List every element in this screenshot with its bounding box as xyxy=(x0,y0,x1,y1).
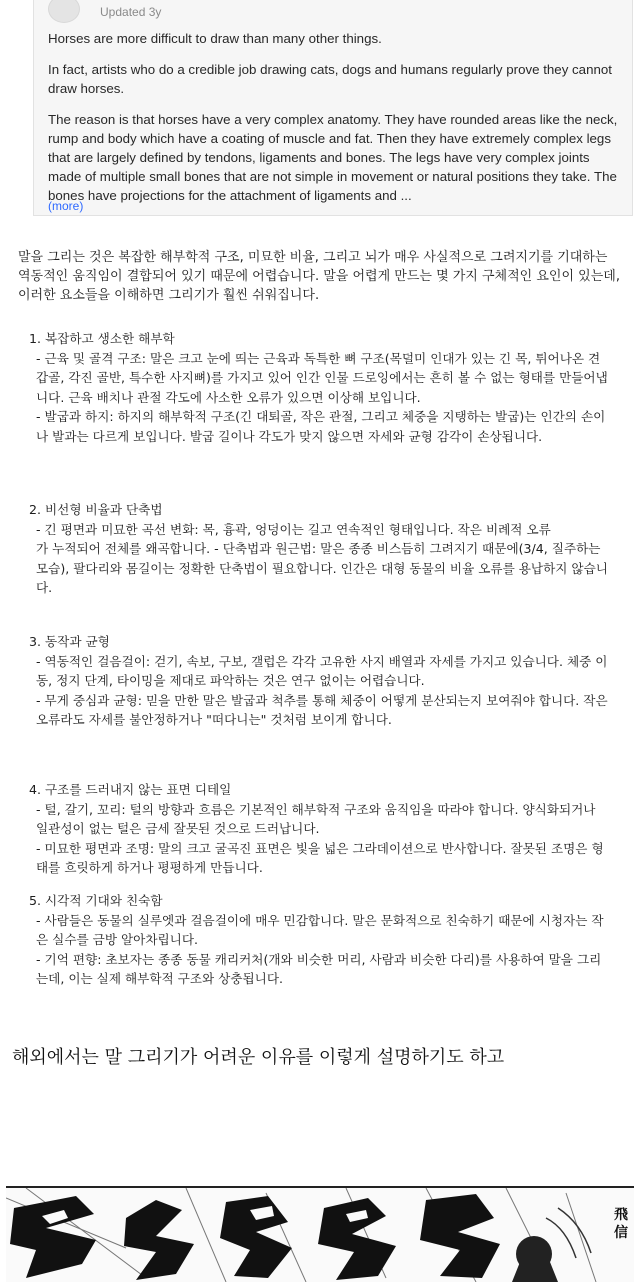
manga-panel-image xyxy=(6,1186,634,1282)
section-line: 가 누적되어 전체를 왜곡합니다. - 단축법과 원근법: 말은 종종 비스듬히 그려지기 때문에(3/4, 질주하는 모습), 팔다리와 몸길이는 정확한 단축법이 필요합니다. 인간은 대형 동물의 비율 오류를 용납하지 않습니다. xyxy=(36,541,608,595)
section-line: - 기억 편향: 초보자는 종종 동물 캐리커처(개와 비슷한 머리, 사람과 비슷한 다리)를 사용하여 말을 그리는데, 이는 실제 해부학적 구조와 상충됩니다. xyxy=(36,951,602,986)
intro-text xyxy=(18,248,624,305)
answer-body xyxy=(48,29,623,205)
section-line: - 털, 갈기, 꼬리: 털의 방향과 흐름은 기본적인 해부학적 구조와 움직임을 따라야 합니다. 양식화되거나 일관성이 없는 털은 금세 잘못된 것으로 드러납니다. xyxy=(36,801,596,836)
section-line: - 사람들은 동물의 실루엣과 걸음걸이에 매우 민감합니다. 말은 문화적으로 친숙하기 때문에 시청자는 작은 실수를 금방 알아차립니다. xyxy=(36,912,604,947)
answer-paragraph: Horses are more difficult to draw than many other things. xyxy=(48,31,382,46)
more-link[interactable]: (more) xyxy=(48,199,84,213)
updated-timestamp: Updated 3y xyxy=(100,5,162,19)
avatar[interactable] xyxy=(48,0,80,23)
section-line: - 역동적인 걸음걸이: 걷기, 속보, 구보, 갤럽은 각각 고유한 사지 배열과 자세를 가지고 있습니다. 체중 이동, 정지 단계, 타이밍을 제대로 파악하는 것은 연구 없이는 어렵습니다. xyxy=(36,653,608,688)
section-3 xyxy=(29,632,609,730)
section-1 xyxy=(29,329,609,446)
caption-text: 해외에서는 말 그리기가 어려운 이유를 이렇게 설명하기도 하고 xyxy=(12,1047,505,1068)
section-heading: 1. 복잡하고 생소한 해부학 xyxy=(29,331,175,346)
section-heading: 2. 비선형 비율과 단축법 xyxy=(29,502,163,517)
section-heading: 4. 구조를 드러내지 않는 표면 디테일 xyxy=(29,782,232,797)
answer-paragraph: The reason is that horses have a very complex anatomy. They have rounded areas like the neck, rump and body which have a coating of muscle and fat. Then they have extremely complex legs that are largely defined by tendons, ligaments and bones. The legs have very complex joints made of multiple small bones that are not simple in movement or natural positions they take. The bones have projections for the attachment of ligaments and ... xyxy=(48,112,618,203)
section-4 xyxy=(29,780,609,878)
intro-paragraph: 말을 그리는 것은 복잡한 해부학적 구조, 미묘한 비율, 그리고 뇌가 매우 사실적으로 그려지기를 기대하는 역동적인 움직임이 결합되어 있기 때문에 어렵습니다. 말을 어렵게 만드는 몇 가지 구체적인 요인이 있는데, 이러한 요소들을 이해하면 그리기가 훨씬 쉬워집니다. xyxy=(18,250,620,303)
answer-card xyxy=(33,0,633,216)
section-line: - 미묘한 평면과 조명: 말의 크고 굴곡진 표면은 빛을 넓은 그라데이션으로 반사합니다. 잘못된 조명은 형태를 흐릿하게 하거나 평평하게 만듭니다. xyxy=(36,840,604,875)
section-line: - 긴 평면과 미묘한 곡선 변화: 목, 흉곽, 엉덩이는 길고 연속적인 형태입니다. 작은 비례적 오류 xyxy=(36,521,551,537)
section-line: - 근육 및 골격 구조: 말은 크고 눈에 띄는 근육과 독특한 뼈 구조(목덜미 인대가 있는 긴 목, 튀어나온 견갑골, 각진 골반, 특수한 사지뼈)를 가지고 있어 인간 인물 드로잉에서는 흔히 볼 수 없는 형태를 만들어냅니다. 근육 배치나 관절 각도에 사소한 오류가 있으면 이상해 보입니다. xyxy=(36,350,608,405)
section-5 xyxy=(29,891,609,989)
answer-paragraph: In fact, artists who do a credible job drawing cats, dogs and humans regularly prove they cannot draw horses. xyxy=(48,62,612,96)
section-line: - 발굽과 하지: 하지의 해부학적 구조(긴 대퇴골, 작은 관절, 그리고 체중을 지탱하는 발굽)는 인간의 손이나 발과는 다르게 보입니다. 발굽 길이나 각도가 맞지 않으면 자세와 균형 감각이 손상됩니다. xyxy=(36,409,606,444)
section-heading: 5. 시각적 기대와 친숙함 xyxy=(29,893,163,908)
manga-vertical-text: 飛信 xyxy=(614,1207,628,1241)
section-line: - 무게 중심과 균형: 믿을 만한 말은 발굽과 척추를 통해 체중이 어떻게 분산되는지 보여줘야 합니다. 작은 오류라도 자세를 불안정하거나 "떠다니는" 것처럼 보이게 합니다. xyxy=(36,692,608,727)
section-heading: 3. 동작과 균형 xyxy=(29,634,110,649)
section-2 xyxy=(29,500,609,598)
manga-illustration xyxy=(6,1188,634,1282)
